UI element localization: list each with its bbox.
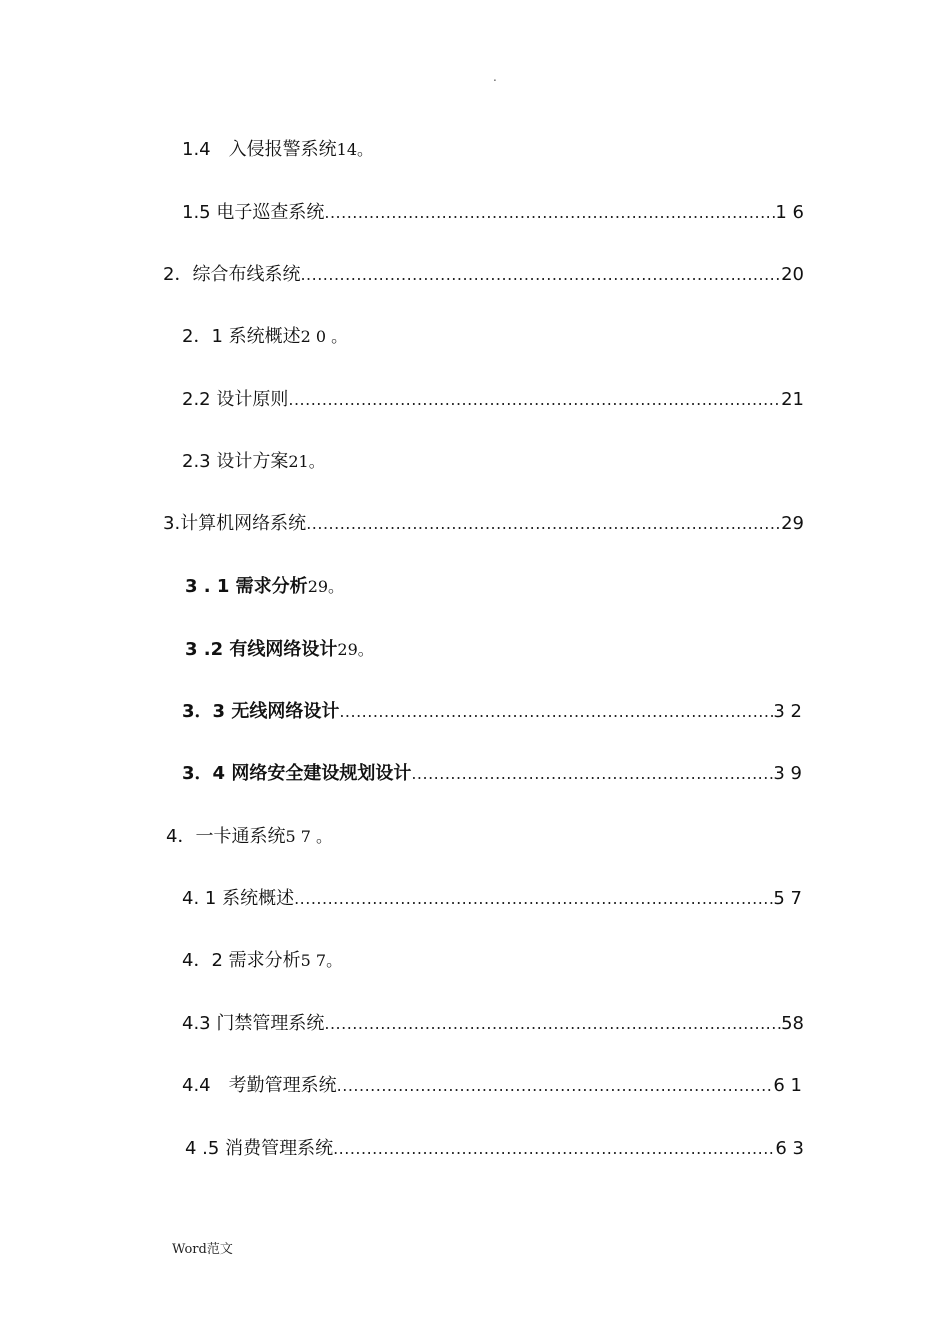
toc-page: 21。 <box>288 452 325 471</box>
toc-entry[interactable] <box>185 574 344 600</box>
toc-page: 20 <box>781 264 804 285</box>
toc-entry[interactable] <box>182 324 347 350</box>
toc-label: 3．4 网络安全建设规划设计 <box>182 763 412 784</box>
toc-page: 1 6 <box>775 202 804 223</box>
toc-entry[interactable] <box>182 1073 802 1099</box>
toc-label: 4．2 需求分析 <box>182 950 301 971</box>
toc-label: 3.计算机网络系统 <box>163 513 307 534</box>
dot-leader <box>306 511 781 537</box>
dot-leader <box>324 200 775 226</box>
toc-page: 29 <box>781 513 804 534</box>
toc-page: 21 <box>781 389 804 410</box>
header-mark: . <box>493 70 497 84</box>
toc-label: 3 .2 有线网络设计 <box>185 639 338 660</box>
toc-page: 14。 <box>336 140 374 159</box>
dot-leader <box>324 1011 781 1037</box>
toc-label: 4．一卡通系统 <box>166 826 286 847</box>
dot-leader <box>300 262 781 288</box>
toc-entry[interactable] <box>163 262 804 288</box>
dot-leader <box>294 886 773 912</box>
toc-page: 6 1 <box>773 1075 802 1096</box>
toc-page: 3 2 <box>773 701 802 722</box>
toc-entry[interactable] <box>182 699 802 725</box>
toc-entry[interactable] <box>185 637 374 663</box>
toc-entry[interactable] <box>182 200 804 226</box>
toc-entry[interactable] <box>182 137 373 163</box>
toc-label: 2.3 设计方案 <box>182 451 289 472</box>
toc-label: 2．综合布线系统 <box>163 264 301 285</box>
toc-entry[interactable] <box>163 511 804 537</box>
dot-leader <box>337 1073 774 1099</box>
page-footer: Word范文 <box>172 1242 233 1257</box>
toc-entry[interactable] <box>166 824 332 850</box>
toc-page: 29。 <box>307 577 345 596</box>
dot-leader <box>288 387 781 413</box>
toc-label: 1.4 入侵报警系统 <box>182 139 337 160</box>
toc-page: 2 0 。 <box>300 327 348 346</box>
toc-label: 4. 1 系统概述 <box>182 888 295 909</box>
toc-label: 4 .5 消费管理系统 <box>185 1138 334 1159</box>
toc-label: 1.5 电子巡查系统 <box>182 202 325 223</box>
toc-entry[interactable] <box>182 449 325 475</box>
toc-page: 5 7 <box>773 888 802 909</box>
toc-entry[interactable] <box>185 1136 804 1162</box>
toc-entry[interactable] <box>182 1011 804 1037</box>
dot-leader <box>411 761 773 787</box>
toc-label: 4.4 考勤管理系统 <box>182 1075 337 1096</box>
toc-label: 2.2 设计原则 <box>182 389 289 410</box>
dot-leader <box>339 699 773 725</box>
toc-page: 3 9 <box>773 763 802 784</box>
toc-entry[interactable] <box>182 761 802 787</box>
toc-label: 4.3 门禁管理系统 <box>182 1013 325 1034</box>
dot-leader <box>333 1136 775 1162</box>
toc-label: 2．1 系统概述 <box>182 326 301 347</box>
toc-label: 3 . 1 需求分析 <box>185 576 308 597</box>
toc-page: 29。 <box>337 640 374 659</box>
toc-entry[interactable] <box>182 387 804 413</box>
toc-label: 3．3 无线网络设计 <box>182 701 340 722</box>
toc-page: 6 3 <box>775 1138 804 1159</box>
toc-entry[interactable] <box>182 886 802 912</box>
toc-page: 5 7。 <box>300 951 343 970</box>
toc-entry[interactable] <box>182 948 342 974</box>
toc-page: 5 7 。 <box>285 827 332 846</box>
toc-page: 58 <box>781 1013 804 1034</box>
